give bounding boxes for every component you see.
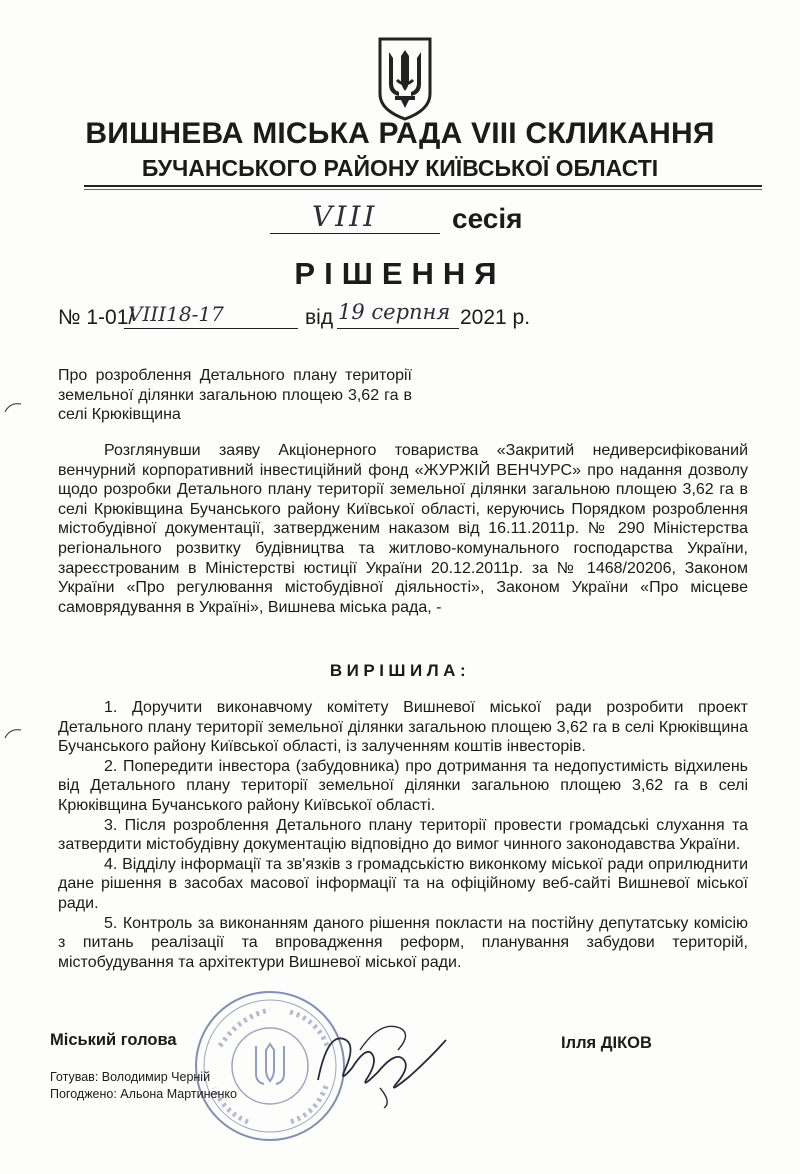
mayor-name: Ілля ДІКОВ bbox=[561, 1034, 652, 1052]
handwritten-signature-icon bbox=[300, 1010, 460, 1110]
decision-number-line bbox=[124, 328, 298, 329]
session-number-line bbox=[270, 233, 440, 234]
title-underline bbox=[84, 185, 762, 187]
decision-number-handwritten: VIII18-17 bbox=[128, 302, 224, 326]
prepared-by: Готував: Володимир Черній bbox=[50, 1070, 211, 1084]
resolution-item: 3. Після розроблення Детального плану території провести громадські слухання та затвердити містобудівну документацію відповідно до вимог чинного законодавства України. bbox=[58, 816, 748, 854]
scan-margin-mark bbox=[4, 726, 22, 740]
session-number-handwritten: VIII bbox=[312, 200, 378, 233]
session-label: сесія bbox=[452, 203, 523, 234]
resolution-item: 5. Контроль за виконанням даного рішення покласти на постійну депутатську комісію з питань реалізації та впровадження реформ, планування забудови територій, містобудування та архітектури Вишневої міської ради. bbox=[58, 914, 748, 971]
preamble-paragraph: Розглянувши заяву Акціонерного товариства «Закритий недиверсифікований венчурний корпоративний інвестиційний фонд «ЖУРЖІЙ ВЕНЧУРС» про надання дозволу щодо розробки Детального плану території земельної ділянки загальною площею 3,62 га в селі Крюківщина Бучанського району Київської області, керуючись Порядком розроблення містобудівної документації, затвердженим наказом від 16.11.2011р. № 290 Міністерства регіонального розвитку будівництва та житлово-комунального господарства України, зареєстрованим в Міністерстві юстиції України 20.12.2011р. за № 1468/20206, Законом України «Про регулювання містобудівної діяльності», Законом України «Про місцеве самоврядування в Україні», Вишнева міська рада, - bbox=[58, 442, 748, 616]
agreed-by: Погоджено: Альона Мартиненко bbox=[50, 1087, 237, 1101]
title-underline-thin bbox=[84, 189, 762, 190]
resolution-item: 4. Відділу інформації та зв'язків з громадськістю виконкому міської ради оприлюднити дане рішення в засобах масової інформації та на офіційному веб-сайті Вишневої міської ради. bbox=[58, 855, 748, 912]
resolution-items bbox=[58, 698, 748, 972]
decision-title: РІШЕННЯ bbox=[294, 256, 506, 291]
council-title: ВИШНЕВА МІСЬКА РАДА VIII СКЛИКАННЯ bbox=[85, 117, 715, 150]
scan-margin-mark bbox=[4, 400, 22, 414]
mayor-label: Міський голова bbox=[50, 1031, 177, 1049]
resolution-item: 2. Попередити інвестора (забудовника) про дотримання та недопустимість відхилень від Детального плану території земельної ділянки загальною площею 3,62 га в селі Крюківщина Бучанського району Київської області. bbox=[58, 757, 748, 814]
district-title: БУЧАНСЬКОГО РАЙОНУ КИЇВСЬКОЇ ОБЛАСТІ bbox=[141, 155, 659, 181]
decision-year: 2021 р. bbox=[460, 306, 531, 329]
date-from-label: від bbox=[305, 306, 334, 329]
resolution-item: 1. Доручити виконавчому комітету Вишневої міської ради розробити проект Детального плану території земельної ділянки загальною площею 3,62 га в селі Крюківщина Бучанського району Київської області, із залученням коштів інвесторів. bbox=[58, 699, 748, 756]
decision-number-prefix: № 1-01/ bbox=[58, 306, 135, 329]
trident-coat-of-arms-icon bbox=[377, 36, 433, 122]
decision-date-line bbox=[337, 328, 459, 329]
decision-subject: Про розроблення Детального плану території земельної ділянки загальною площею 3,62 га в селі Крюківщина bbox=[58, 367, 412, 423]
decision-date-handwritten: 19 серпня bbox=[338, 300, 451, 324]
resolved-heading: ВИРІШИЛА: bbox=[329, 661, 471, 680]
